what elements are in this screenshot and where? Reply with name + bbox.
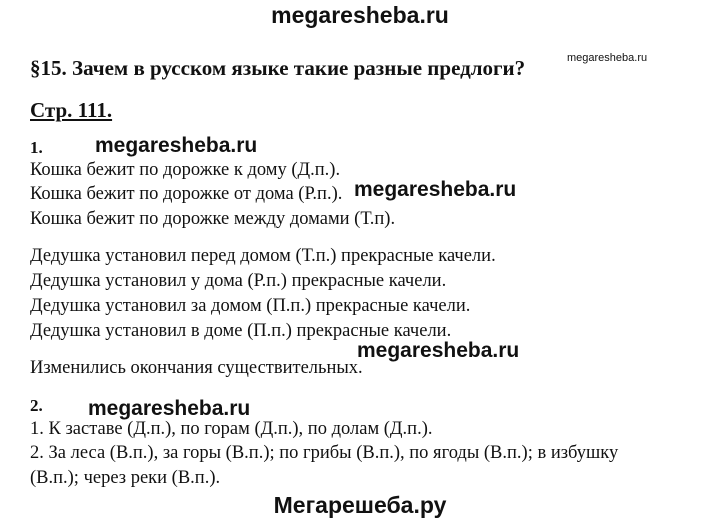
task-1-number: 1. (30, 138, 43, 157)
task-1-line: Кошка бежит по дорожке между домами (Т.п). (30, 209, 396, 229)
watermark-inline-1: megaresheba.ru (95, 134, 258, 157)
task-2-line: (В.п.); через реки (В.п.). (30, 468, 221, 488)
section-title: §15. Зачем в русском языке такие разные предлоги? (30, 56, 526, 80)
site-watermark-header: megaresheba.ru (271, 2, 449, 28)
task-1-line: Дедушка установил у дома (Р.п.) прекрасные качели. (30, 271, 447, 291)
task-1-line: Дедушка установил перед домом (Т.п.) прекрасные качели. (30, 246, 496, 266)
task-1-line: Дедушка установил в доме (П.п.) прекрасные качели. (30, 321, 452, 341)
watermark-inline-3: megaresheba.ru (357, 339, 520, 362)
task-1-conclusion: Изменились окончания существительных. (30, 358, 363, 378)
task-2-line: 2. За леса (В.п.), за горы (В.п.); по грибы (В.п.), по ягоды (В.п.); в избушку (30, 443, 619, 463)
task-1-line: Дедушка установил за домом (П.п.) прекрасные качели. (30, 296, 471, 316)
task-1-line: Кошка бежит по дорожке к дому (Д.п.). (30, 160, 341, 180)
site-watermark-footer: Мегарешеба.ру (273, 492, 447, 518)
watermark-inline-4: megaresheba.ru (88, 397, 251, 420)
watermark-inline-2: megaresheba.ru (354, 178, 517, 201)
page-reference: Стр. 111. (30, 98, 113, 122)
task-1-line: Кошка бежит по дорожке от дома (Р.п.). (30, 184, 343, 204)
task-2-line: 1. К заставе (Д.п.), по горам (Д.п.), по долам (Д.п.). (30, 419, 433, 439)
task-2-number: 2. (30, 396, 43, 415)
watermark-superscript: megaresheba.ru (567, 52, 648, 64)
